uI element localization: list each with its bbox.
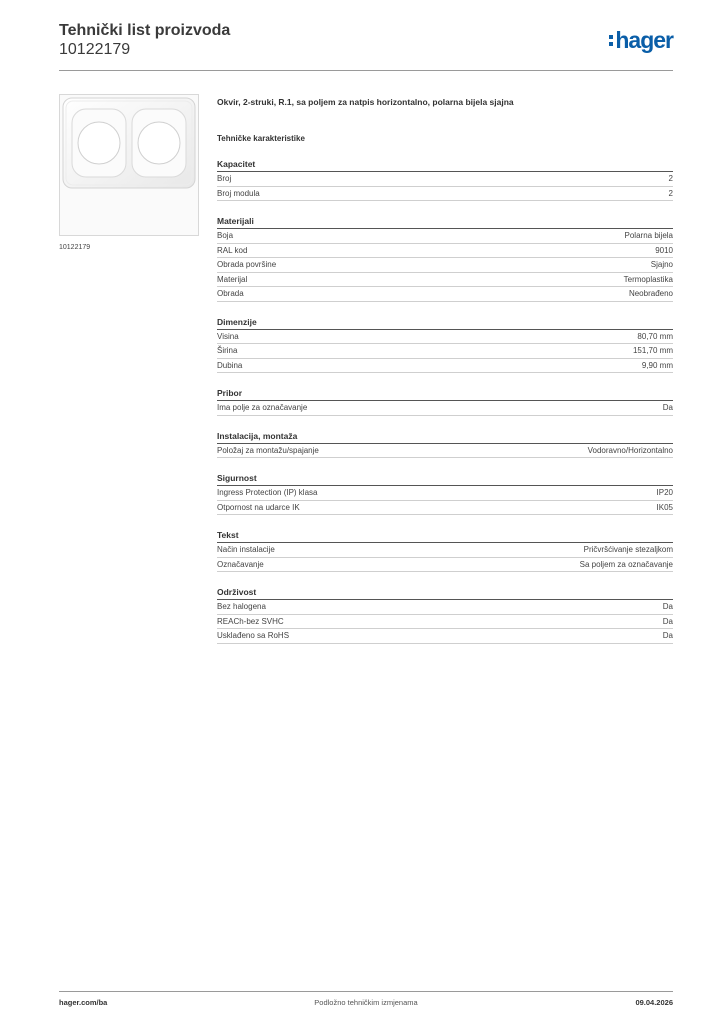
spec-value: Da [662, 403, 673, 412]
spec-value: Termoplastika [623, 274, 673, 284]
spec-group [217, 159, 673, 201]
page-title: Tehnički list proizvoda [59, 22, 231, 39]
spec-value: Vodoravno/Horizontalno [587, 445, 673, 455]
spec-label: Broj [217, 174, 232, 183]
spec-group [217, 530, 673, 572]
spec-group-title: Instalacija, montaža [217, 431, 673, 444]
spec-label: REACh-bez SVHC [217, 616, 284, 626]
spec-label: Bez halogena [217, 602, 266, 611]
spec-value: IP20 [656, 488, 673, 497]
footer-notice: Podložno tehničkim izmjenama [314, 998, 418, 1007]
spec-label: RAL kod [217, 245, 248, 255]
spec-group [217, 216, 673, 302]
spec-value: 2 [668, 174, 673, 183]
spec-label: Obrada površine [217, 260, 277, 269]
spec-group-title: Sigurnost [217, 473, 673, 486]
spec-row [217, 359, 673, 374]
spec-value: Polarna bijela [624, 231, 673, 240]
spec-row [217, 600, 673, 615]
logo-wordmark: hager [615, 27, 673, 53]
spec-row [217, 629, 673, 644]
footer-website[interactable]: hager.com/ba [59, 998, 108, 1007]
spec-row [217, 615, 673, 630]
spec-value: IK05 [656, 502, 673, 512]
spec-row [217, 501, 673, 516]
product-number: 10122179 [59, 41, 131, 58]
spec-label: Otpornost na udarce IK [217, 502, 300, 512]
spec-row [217, 330, 673, 345]
spec-value: 2 [668, 188, 673, 198]
product-description: Okvir, 2-struki, R.1, sa poljem za natpis horizontalno, polarna bijela sjajna [217, 97, 514, 107]
page-footer [59, 998, 673, 1010]
spec-group [217, 587, 673, 644]
spec-value: Sjajno [650, 260, 673, 269]
spec-label: Dubina [217, 360, 243, 370]
spec-row [217, 273, 673, 288]
spec-label: Obrada [217, 289, 244, 298]
spec-value: Pričvršćivanje stezaljkom [583, 545, 673, 554]
spec-group-title: Održivost [217, 587, 673, 600]
spec-row [217, 558, 673, 573]
spec-group [217, 431, 673, 459]
spec-groups [217, 159, 673, 644]
product-specs [217, 96, 673, 644]
spec-group [217, 317, 673, 374]
spec-group [217, 388, 673, 416]
spec-value: 9,90 mm [641, 360, 673, 370]
product-image [59, 94, 199, 236]
spec-value: 80,70 mm [637, 331, 673, 341]
spec-group-title: Kapacitet [217, 159, 673, 172]
spec-row [217, 444, 673, 459]
spec-label: Usklađeno sa RoHS [217, 631, 290, 640]
header-divider [59, 70, 673, 71]
spec-label: Ingress Protection (IP) klasa [217, 488, 318, 497]
spec-label: Visina [217, 331, 239, 341]
spec-group-title: Dimenzije [217, 317, 673, 330]
spec-row [217, 401, 673, 416]
spec-row [217, 287, 673, 302]
spec-row [217, 543, 673, 558]
spec-label: Broj modula [217, 188, 260, 198]
spec-group-title: Materijali [217, 216, 673, 229]
spec-group-title: Tekst [217, 530, 673, 543]
logo-dots-icon [609, 35, 613, 46]
spec-label: Način instalacije [217, 545, 275, 554]
spec-group-title: Pribor [217, 388, 673, 401]
spec-value: Da [662, 631, 673, 640]
spec-row [217, 486, 673, 501]
spec-row [217, 244, 673, 259]
footer-divider [59, 991, 673, 992]
spec-label: Boja [217, 231, 234, 240]
spec-value: 9010 [655, 245, 673, 255]
spec-label: Materijal [217, 274, 248, 284]
spec-row [217, 172, 673, 187]
footer-date: 09.04.2026 [635, 998, 673, 1007]
page-header [59, 22, 673, 70]
spec-value: 151,70 mm [632, 346, 673, 355]
spec-value: Da [662, 616, 673, 626]
spec-label: Označavanje [217, 559, 264, 569]
spec-value: Neobrađeno [628, 289, 673, 298]
characteristics-heading: Tehničke karakteristike [217, 134, 305, 143]
spec-group [217, 473, 673, 515]
spec-row [217, 229, 673, 244]
spec-label: Ima polje za označavanje [217, 403, 308, 412]
spec-label: Položaj za montažu/spajanje [217, 445, 319, 455]
spec-value: Sa poljem za označavanje [579, 559, 673, 569]
spec-row [217, 187, 673, 202]
spec-label: Širina [217, 346, 238, 355]
image-caption: 10122179 [59, 244, 91, 251]
spec-value: Da [662, 602, 673, 611]
spec-row [217, 258, 673, 273]
double-frame-illustration [60, 95, 198, 235]
hager-logo [609, 28, 673, 52]
spec-row [217, 344, 673, 359]
